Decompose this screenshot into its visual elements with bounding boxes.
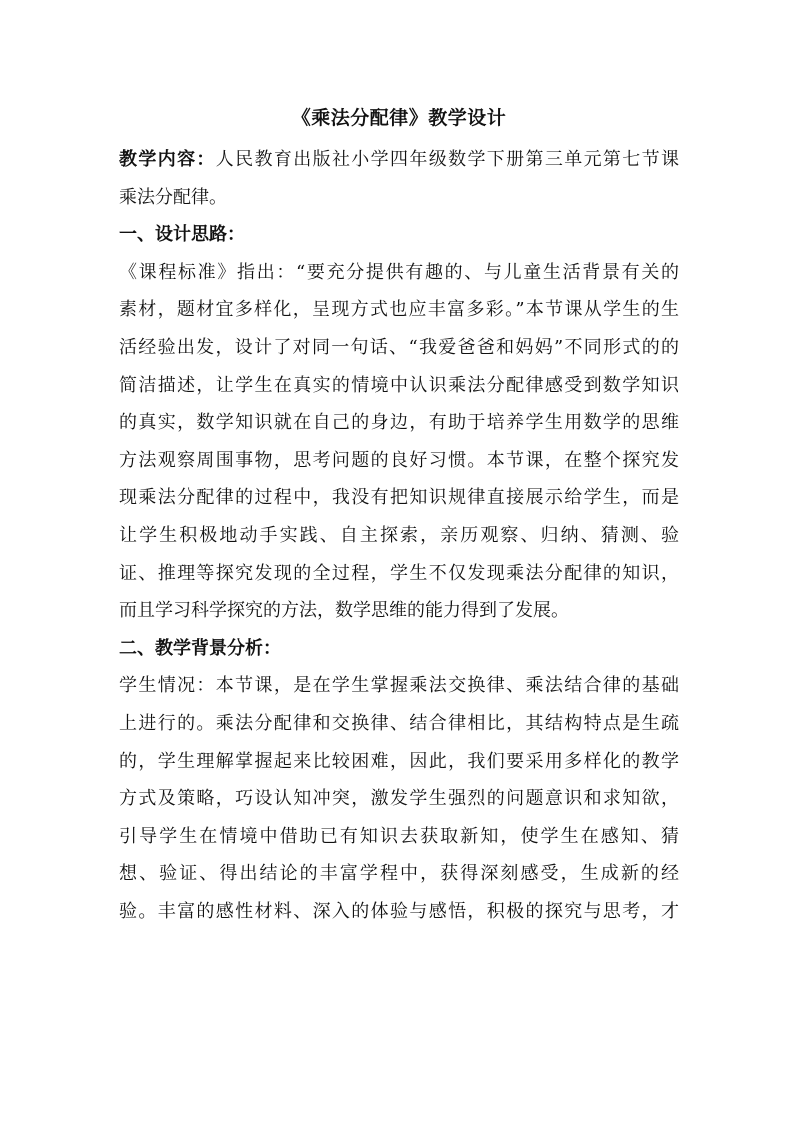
teaching-content-text-1: 人民教育出版社小学四年级数学下册第三单元第七节课: [215, 149, 680, 170]
paragraph-line: 上进行的。乘法分配律和交换律、结合律相比，其结构特点是生疏: [119, 712, 679, 734]
paragraph-line: 《课程标准》指出：“要充分提供有趣的、与儿童生活背景有关的: [119, 261, 679, 283]
teaching-content-label: 教学内容：: [119, 149, 216, 170]
paragraph-line: 学生情况：本节课，是在学生掌握乘法交换律、乘法结合律的基础: [119, 675, 679, 697]
section-heading-design-idea: 一、设计思路：: [119, 224, 245, 246]
paragraph-line: 引导学生在情境中借助已有知识去获取新知，使学生在感知、猜: [119, 825, 679, 847]
teaching-content-line-1: [119, 141, 679, 179]
paragraph-line: 方法观察周围事物，思考问题的良好习惯。本节课，在整个探究发: [119, 449, 679, 471]
paragraph-line: 简洁描述，让学生在真实的情境中认识乘法分配律感受到数学知识: [119, 374, 679, 396]
teaching-content-line-2: 乘法分配律。: [119, 186, 227, 208]
document-body: [119, 104, 679, 930]
paragraph-line: 想、验证、得出结论的丰富学程中，获得深刻感受，生成新的经: [119, 863, 679, 885]
paragraph-line: 证、推理等探究发现的全过程，学生不仅发现乘法分配律的知识，: [119, 562, 679, 584]
paragraph-line: 活经验出发，设计了对同一句话、“我爱爸爸和妈妈”不同形式的的: [119, 336, 679, 358]
section-heading-background-analysis: 二、教学背景分析：: [119, 637, 281, 659]
paragraph-line: 让学生积极地动手实践、自主探索，亲历观察、归纳、猜测、验: [119, 524, 679, 546]
paragraph-line: 素材，题材宜多样化，呈现方式也应丰富多彩。”本节课从学生的生: [119, 299, 679, 321]
document-title: 《乘法分配律》教学设计: [291, 107, 507, 129]
paragraph-line: 而且学习科学探究的方法，数学思维的能力得到了发展。: [119, 600, 569, 622]
paragraph-line: 的真实，数学知识就在自己的身边，有助于培养学生用数学的思维: [119, 412, 679, 434]
paragraph-line: 的，学生理解掌握起来比较困难，因此，我们要采用多样化的教学: [119, 750, 679, 772]
paragraph-line: 验。丰富的感性材料、深入的体验与感悟，积极的探究与思考，才: [119, 900, 679, 922]
paragraph-line: 现乘法分配律的过程中，我没有把知识规律直接展示给学生，而是: [119, 487, 679, 509]
paragraph-line: 方式及策略，巧设认知冲突，激发学生强烈的问题意识和求知欲，: [119, 788, 679, 810]
